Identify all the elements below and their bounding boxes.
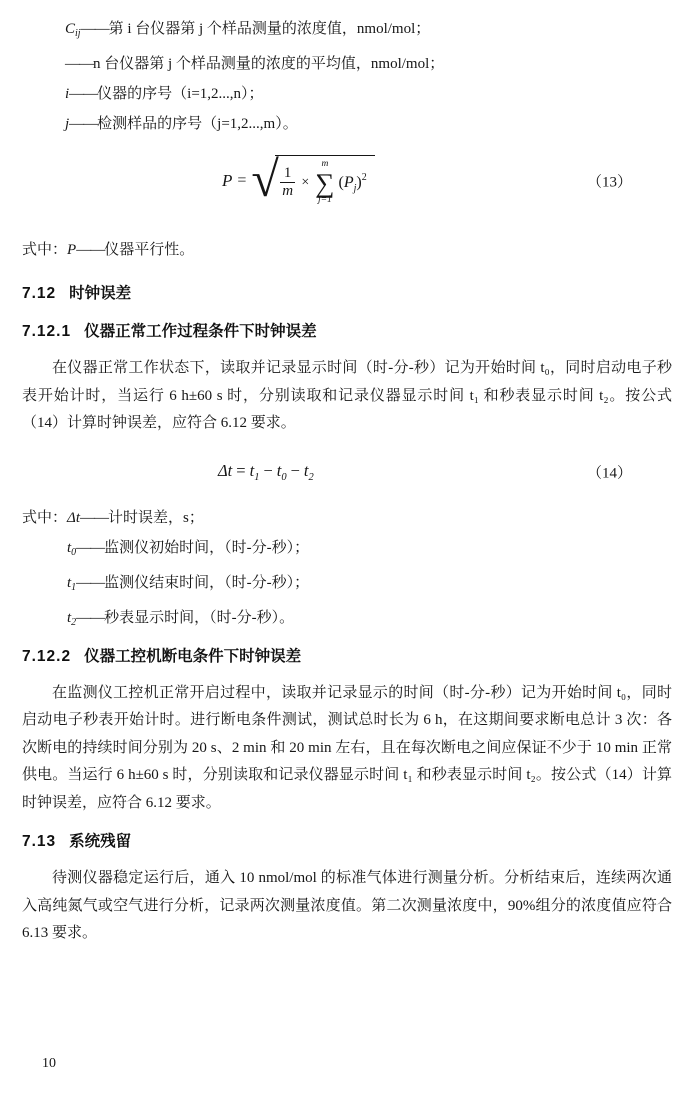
minus-sign: −	[290, 460, 300, 480]
summation-term	[339, 172, 367, 194]
term-exponent: 2	[361, 171, 367, 183]
equals-sign: =	[237, 171, 247, 189]
radical-expression	[251, 150, 374, 207]
term-subscript: 1	[254, 471, 260, 483]
equation-13-row	[22, 149, 672, 213]
fraction-numerator: 1	[280, 165, 296, 183]
eq14-lhs: Δt	[218, 460, 233, 480]
fraction-denominator: m	[282, 183, 294, 200]
equation-14-row	[22, 455, 672, 489]
variable-symbol: C	[65, 21, 76, 37]
where-prefix: 式中：	[22, 509, 68, 526]
section-title: 时钟误差	[69, 285, 132, 302]
definition-text: 检测样品的序号（j=1,2...,m）。	[97, 116, 298, 132]
where-prefix: 式中：	[22, 242, 68, 258]
page-number: 10	[42, 1056, 56, 1071]
definition-line-t0	[67, 533, 672, 568]
definition-line-t2	[67, 603, 672, 638]
variable-symbol: Δt	[67, 509, 80, 526]
variable-subscript: 2	[71, 616, 77, 628]
term-subscript: j	[353, 182, 357, 194]
variable-subscript: 1	[71, 581, 77, 593]
definition-dash: ——	[65, 56, 93, 72]
definition-line-t1	[67, 568, 672, 603]
paragraph-7-12-1: 在仪器正常工作状态下，读取并记录显示时间（时-分-秒）记为开始时间 t₀，同时启动电子秒表开始计时，当运行 6 h±60 s 时，分别读取和记录仪器显示时间 t₁ 和秒表显示时间 t₂。按公式（14）计算时钟误差，应符合 6.12 要求。	[22, 360, 672, 431]
definition-text: n 台仪器第 j 个样品测量的浓度的平均值，nmol/mol；	[93, 56, 445, 72]
definition-text: 监测仪结束时间，（时-分-秒）；	[104, 574, 310, 591]
term-subscript: 2	[308, 471, 314, 483]
variable-symbol: i	[65, 86, 70, 102]
definition-text: 监测仪初始时间，（时-分-秒）；	[104, 539, 310, 556]
section-number: 7.12.2	[22, 647, 72, 665]
section-title: 仪器工控机断电条件下时钟误差	[84, 647, 302, 665]
equation-13	[222, 150, 375, 207]
definition-text: 秒表显示时间，（时-分-秒）。	[104, 609, 295, 626]
variable-symbol: P	[67, 242, 77, 258]
variable-symbol: t	[67, 574, 72, 591]
variable-subscript: 0	[71, 546, 77, 558]
section-title: 仪器正常工作过程条件下时钟误差	[84, 323, 317, 340]
equation-13-label: （13）	[586, 174, 632, 191]
summation-upper-limit: m	[321, 159, 329, 170]
equals-sign: =	[236, 460, 246, 480]
term-variable: P	[343, 173, 354, 191]
section-heading-7-13	[22, 831, 672, 853]
definition-text: 仪器的序号（i=1,2...,n）；	[97, 86, 264, 102]
definition-dash: ——	[69, 116, 98, 132]
definition-text: 第 i 台仪器第 j 个样品测量的浓度值，nmol/mol；	[108, 21, 431, 37]
close-paren: )	[356, 173, 362, 191]
definition-dash: ——	[76, 574, 105, 591]
eq13-lhs: P	[222, 170, 233, 190]
where-clause-13	[22, 235, 672, 265]
sigma-icon: ∑	[315, 167, 335, 198]
definition-line-cij	[65, 14, 672, 49]
term-variable: t	[276, 460, 282, 480]
definition-dash: ——	[76, 242, 105, 258]
section-number: 7.13	[22, 833, 57, 850]
radical-sign-icon: √	[251, 150, 279, 207]
variable-symbol: t	[67, 609, 72, 626]
section-heading-7-12-1	[22, 321, 672, 343]
equation-14	[218, 461, 314, 483]
variable-symbol: t	[67, 539, 72, 556]
definition-dash: ——	[80, 21, 109, 37]
open-paren: (	[338, 173, 344, 191]
radicand	[275, 155, 375, 206]
term-subscript: 0	[281, 471, 287, 483]
definition-line-cbar	[65, 49, 672, 79]
variable-subscript: ij	[75, 28, 81, 39]
definition-line-i	[65, 79, 672, 109]
definition-dash: ——	[69, 86, 98, 102]
term-variable: t	[249, 460, 255, 480]
term-variable: t	[303, 460, 309, 480]
where-clause-14	[22, 503, 672, 638]
section-title: 系统残留	[69, 833, 132, 850]
equation-14-label: （14）	[586, 465, 632, 481]
variable-symbol: j	[65, 116, 70, 132]
definition-text: 仪器平行性。	[104, 242, 195, 258]
multiplication-sign: ×	[301, 174, 310, 190]
definition-dash: ——	[76, 539, 105, 556]
minus-sign: −	[263, 460, 273, 480]
definition-dash: ——	[76, 609, 105, 626]
summation	[315, 159, 334, 206]
definition-line-dt	[22, 503, 672, 533]
definition-dash: ——	[80, 509, 108, 526]
section-number: 7.12.1	[22, 323, 72, 340]
definition-line-j	[65, 109, 672, 139]
summation-lower-limit: j=1	[318, 195, 332, 206]
section-heading-7-12	[22, 283, 672, 305]
definition-text: 计时误差，s；	[108, 509, 204, 526]
definition-list-top	[65, 14, 672, 139]
section-heading-7-12-2	[22, 646, 672, 668]
paragraph-7-13: 待测仪器稳定运行后，通入 10 nmol/mol 的标准气体进行测量分析。分析结束后，连续两次通入高纯氮气或空气进行分析，记录两次测量浓度值。第二次测量浓度中，90%组分的浓度值应符合 6.13 要求。	[22, 870, 672, 941]
paragraph-7-12-2: 在监测仪工控机正常开启过程中，读取并记录显示的时间（时-分-秒）记为开始时间 t₀，同时启动电子秒表开始计时。进行断电条件测试，测试总时长为 6 h，在这期间要求断电总计 3 次：各次断电的持续时间分别为 20 s、2 min 和 20 min 左右，且在每次断电之间应保证不少于 10 min 正常供电。当运行 6 h±60 s 时，分别读取和记录仪器显示时间 t₁ 和秒表显示时间 t₂。按公式（14）计算时钟误差，应符合 6.12 要求。	[22, 684, 672, 811]
fraction-1-over-m	[280, 165, 296, 201]
section-number: 7.12	[22, 285, 57, 302]
